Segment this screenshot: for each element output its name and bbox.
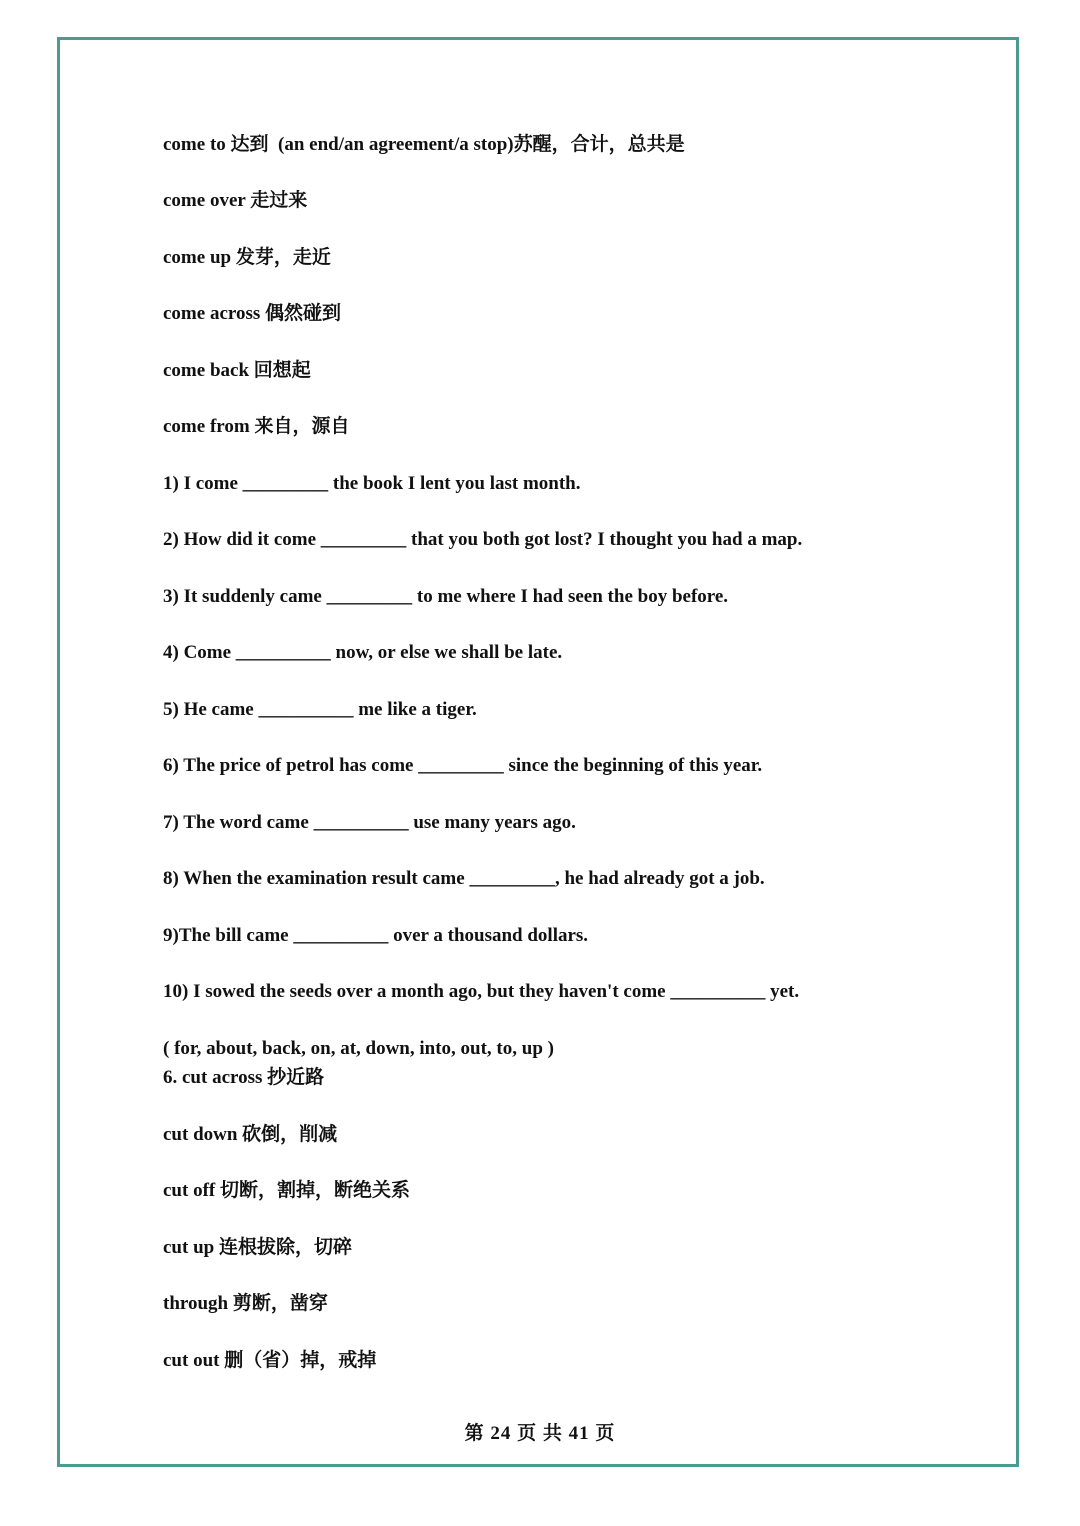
exercise-3: 3) It suddenly came _________ to me where I had seen the boy before. (163, 586, 729, 607)
phrase-cut-off: cut off 切断，割掉，断绝关系 (163, 1180, 410, 1201)
exercise-10: 10) I sowed the seeds over a month ago, but they haven't come __________ yet. (163, 981, 800, 1002)
phrase-come-from: come from 来自，源自 (163, 416, 350, 437)
word-bank: ( for, about, back, on, at, down, into, out, to, up ) (163, 1038, 554, 1059)
phrase-come-back: come back 回想起 (163, 360, 311, 381)
page-number-footer: 第 24 页 共 41 页 (464, 1423, 616, 1444)
exercise-5: 5) He came __________ me like a tiger. (163, 699, 477, 720)
exercise-2: 2) How did it come _________ that you both got lost? I thought you had a map. (163, 529, 803, 550)
phrase-cut-across: 6. cut across 抄近路 (163, 1067, 325, 1088)
phrase-come-over: come over 走过来 (163, 190, 308, 211)
phrase-cut-out: cut out 删（省）掉，戒掉 (163, 1350, 377, 1371)
exercise-9: 9)The bill came __________ over a thousand dollars. (163, 925, 589, 946)
exercise-1: 1) I come _________ the book I lent you last month. (163, 473, 581, 494)
exercise-6: 6) The price of petrol has come _________ since the beginning of this year. (163, 755, 763, 776)
phrase-come-up: come up 发芽，走近 (163, 247, 331, 268)
phrase-cut-down: cut down 砍倒，削减 (163, 1124, 338, 1145)
phrase-through: through 剪断，凿穿 (163, 1293, 328, 1314)
phrase-cut-up: cut up 连根拔除，切碎 (163, 1237, 352, 1258)
phrase-come-to: come to 达到 (an end/an agreement/a stop)苏醒，合计，总共是 (163, 134, 685, 155)
exercise-4: 4) Come __________ now, or else we shall be late. (163, 642, 563, 663)
exercise-8: 8) When the examination result came _________, he had already got a job. (163, 868, 765, 889)
phrase-come-across: come across 偶然碰到 (163, 303, 342, 324)
exercise-7: 7) The word came __________ use many years ago. (163, 812, 576, 833)
